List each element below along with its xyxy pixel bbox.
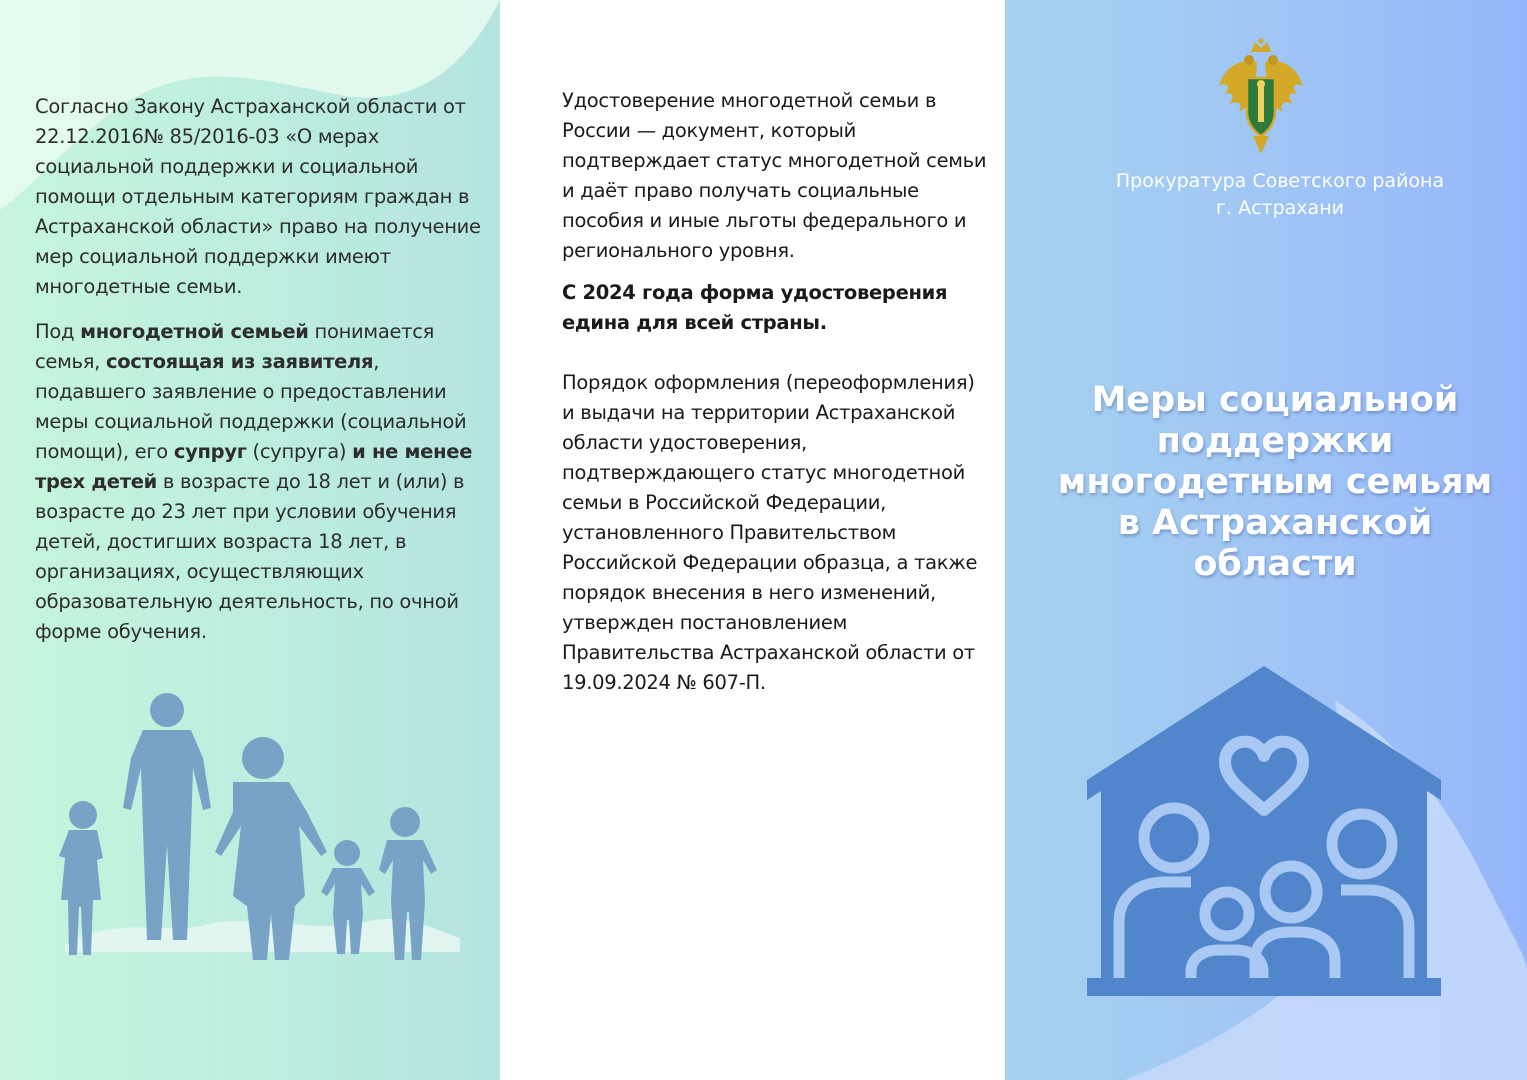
text-segment: (супруга) <box>246 440 353 463</box>
unified-form-paragraph: С 2024 года форма удостоверения едина для всей страны. <box>562 281 948 334</box>
bold-segment: супруг <box>173 440 247 463</box>
right-panel <box>1005 0 1527 1080</box>
middle-text <box>562 86 987 710</box>
prosecutor-emblem-icon <box>1217 38 1305 158</box>
left-panel <box>0 0 500 1080</box>
title-line: области <box>1193 544 1357 584</box>
bold-segment: состоящая из заявителя <box>105 350 374 373</box>
certificate-paragraph: Удостоверение многодетной семьи в России — документ, который подтверждает статус многодетной семьи и даёт право получать социальные пособия и иные льготы федерального и регионального уровня. <box>562 89 987 262</box>
middle-panel <box>500 0 1005 1080</box>
title-line: в Астраханской <box>1117 503 1433 543</box>
org-line: г. Астрахани <box>1216 197 1344 219</box>
left-text <box>35 92 490 662</box>
bold-segment: и не менее трех детей <box>35 440 473 493</box>
text-segment: Под <box>35 320 81 343</box>
family-silhouette-icon <box>55 690 465 965</box>
organization-name <box>1005 168 1527 222</box>
definition-paragraph <box>35 317 490 647</box>
text-segment: , подавшего заявление о предоставлении меры социальной поддержки (социальной помощи), его <box>35 350 467 463</box>
title-line: поддержки <box>1156 421 1394 461</box>
text-segment: в возрасте до 18 лет и (или) в возрасте до 23 лет при условии обучения детей, достигших возраста 18 лет, в организациях, осуществляющих образовательную деятельность, по очной форме обучения. <box>35 470 465 643</box>
bold-segment: многодетной семьей <box>80 320 309 343</box>
text-segment: понимается семья, <box>35 320 435 373</box>
family-house-icon <box>1079 660 1449 1020</box>
title-line: Меры социальной <box>1091 380 1459 420</box>
procedure-paragraph: Порядок оформления (переоформления) и выдачи на территории Астраханской области удостоверения, подтверждающего статус многодетной семьи в Российской Федерации, установленного Правительством Российской Федерации образца, а также порядок внесения в него изменений, утвержден постановлением Правительства Астраханской области от 19.09.2024 № 607-П. <box>562 371 978 694</box>
org-line: Прокуратура Советского района <box>1115 170 1445 192</box>
title-line: многодетным семьям <box>1057 462 1493 502</box>
brochure-title <box>1035 380 1515 585</box>
law-paragraph: Согласно Закону Астраханской области от 22.12.2016№ 85/2016-03 «О мерах социальной поддержки и социальной помощи отдельным категориям граждан в Астраханской области» право на получение мер социальной поддержки имеют многодетные семьи. <box>35 95 481 298</box>
